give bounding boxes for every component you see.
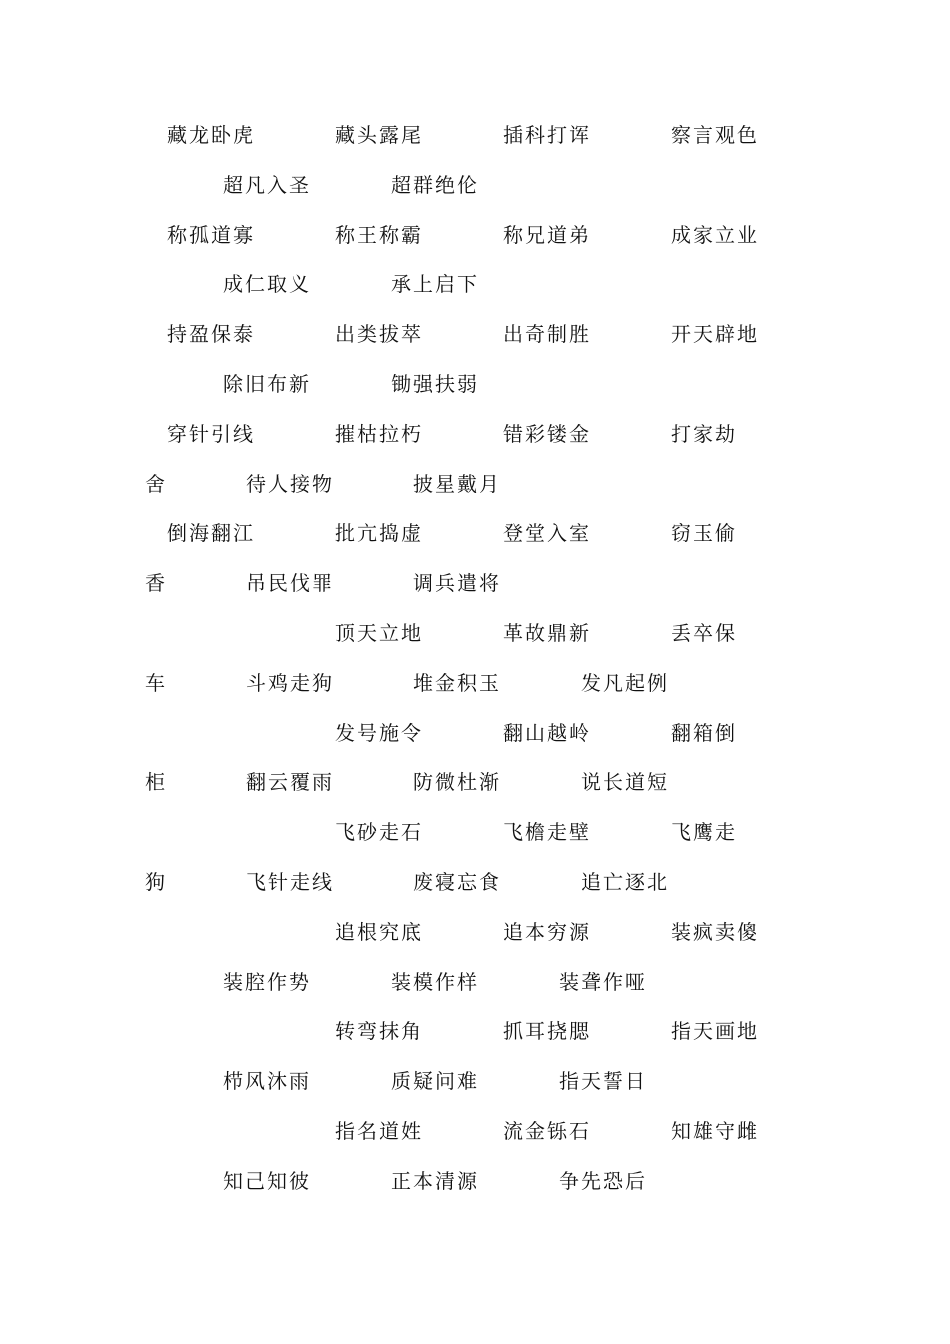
idiom-text: 批亢捣虚 [335,521,423,545]
text-line [0,319,950,349]
idiom-text: 插科打诨 [503,123,591,147]
idiom-text: 称孤道寡 [167,223,255,247]
idiom-text: 察言观色 [671,123,759,147]
text-line [0,419,950,449]
idiom-text: 称兄道弟 [503,223,591,247]
idiom-text: 指名道姓 [335,1119,423,1143]
idiom-text: 穿针引线 [167,422,255,446]
text-line [0,1016,950,1046]
idiom-text: 柜 [145,770,167,794]
idiom-text: 指天誓日 [559,1069,647,1093]
idiom-text: 超群绝伦 [391,173,479,197]
text-line [0,917,950,947]
idiom-text: 成仁取义 [223,272,311,296]
text-line [0,668,950,698]
idiom-text: 废寝忘食 [413,870,501,894]
idiom-text: 吊民伐罪 [246,571,334,595]
text-line [0,269,950,299]
idiom-text: 持盈保泰 [167,322,255,346]
idiom-text: 飞针走线 [246,870,334,894]
text-line [0,1066,950,1096]
idiom-text: 窃玉偷 [671,521,737,545]
idiom-text: 香 [145,571,167,595]
idiom-text: 追本穷源 [503,920,591,944]
text-line [0,817,950,847]
idiom-text: 防微杜渐 [413,770,501,794]
idiom-text: 革故鼎新 [503,621,591,645]
idiom-text: 舍 [145,472,167,496]
text-line [0,568,950,598]
text-line [0,1166,950,1196]
text-line [0,170,950,200]
idiom-text: 打家劫 [671,422,737,446]
idiom-text: 发凡起例 [581,671,669,695]
idiom-text: 翻云覆雨 [246,770,334,794]
idiom-text: 翻箱倒 [671,721,737,745]
idiom-text: 装腔作势 [223,970,311,994]
idiom-text: 出奇制胜 [503,322,591,346]
text-line [0,1116,950,1146]
idiom-text: 成家立业 [671,223,759,247]
idiom-text: 质疑问难 [391,1069,479,1093]
idiom-text: 倒海翻江 [167,521,255,545]
text-line [0,967,950,997]
idiom-text: 知己知彼 [223,1169,311,1193]
idiom-text: 丢卒保 [671,621,737,645]
idiom-text: 摧枯拉朽 [335,422,423,446]
idiom-text: 装聋作哑 [559,970,647,994]
idiom-text: 斗鸡走狗 [246,671,334,695]
idiom-text: 飞檐走壁 [503,820,591,844]
text-line [0,518,950,548]
text-line [0,369,950,399]
idiom-text: 登堂入室 [503,521,591,545]
idiom-text: 调兵遣将 [413,571,501,595]
idiom-text: 待人接物 [246,472,334,496]
idiom-text: 错彩镂金 [503,422,591,446]
idiom-text: 追亡逐北 [581,870,669,894]
idiom-text: 出类拔萃 [335,322,423,346]
idiom-text: 装疯卖傻 [671,920,759,944]
idiom-text: 超凡入圣 [223,173,311,197]
idiom-text: 抓耳挠腮 [503,1019,591,1043]
idiom-text: 流金铄石 [503,1119,591,1143]
idiom-text: 飞鹰走 [671,820,737,844]
idiom-text: 争先恐后 [559,1169,647,1193]
idiom-text: 狗 [145,870,167,894]
idiom-text: 顶天立地 [335,621,423,645]
text-line [0,718,950,748]
idiom-text: 栉风沐雨 [223,1069,311,1093]
idiom-text: 承上启下 [391,272,479,296]
idiom-text: 发号施令 [335,721,423,745]
idiom-text: 说长道短 [581,770,669,794]
idiom-text: 藏头露尾 [335,123,423,147]
idiom-text: 转弯抹角 [335,1019,423,1043]
idiom-text: 除旧布新 [223,372,311,396]
idiom-text: 知雄守雌 [671,1119,759,1143]
idiom-text: 锄强扶弱 [391,372,479,396]
text-line [0,120,950,150]
text-line [0,867,950,897]
idiom-text: 正本清源 [391,1169,479,1193]
text-line [0,767,950,797]
idiom-text: 车 [145,671,167,695]
idiom-text: 藏龙卧虎 [167,123,255,147]
text-line [0,618,950,648]
idiom-text: 开天辟地 [671,322,759,346]
idiom-text: 堆金积玉 [413,671,501,695]
idiom-text: 称王称霸 [335,223,423,247]
text-line [0,469,950,499]
idiom-text: 披星戴月 [413,472,501,496]
idiom-text: 指天画地 [671,1019,759,1043]
text-line [0,220,950,250]
idiom-text: 飞砂走石 [335,820,423,844]
idiom-text: 追根究底 [335,920,423,944]
idiom-text: 翻山越岭 [503,721,591,745]
idiom-text: 装模作样 [391,970,479,994]
